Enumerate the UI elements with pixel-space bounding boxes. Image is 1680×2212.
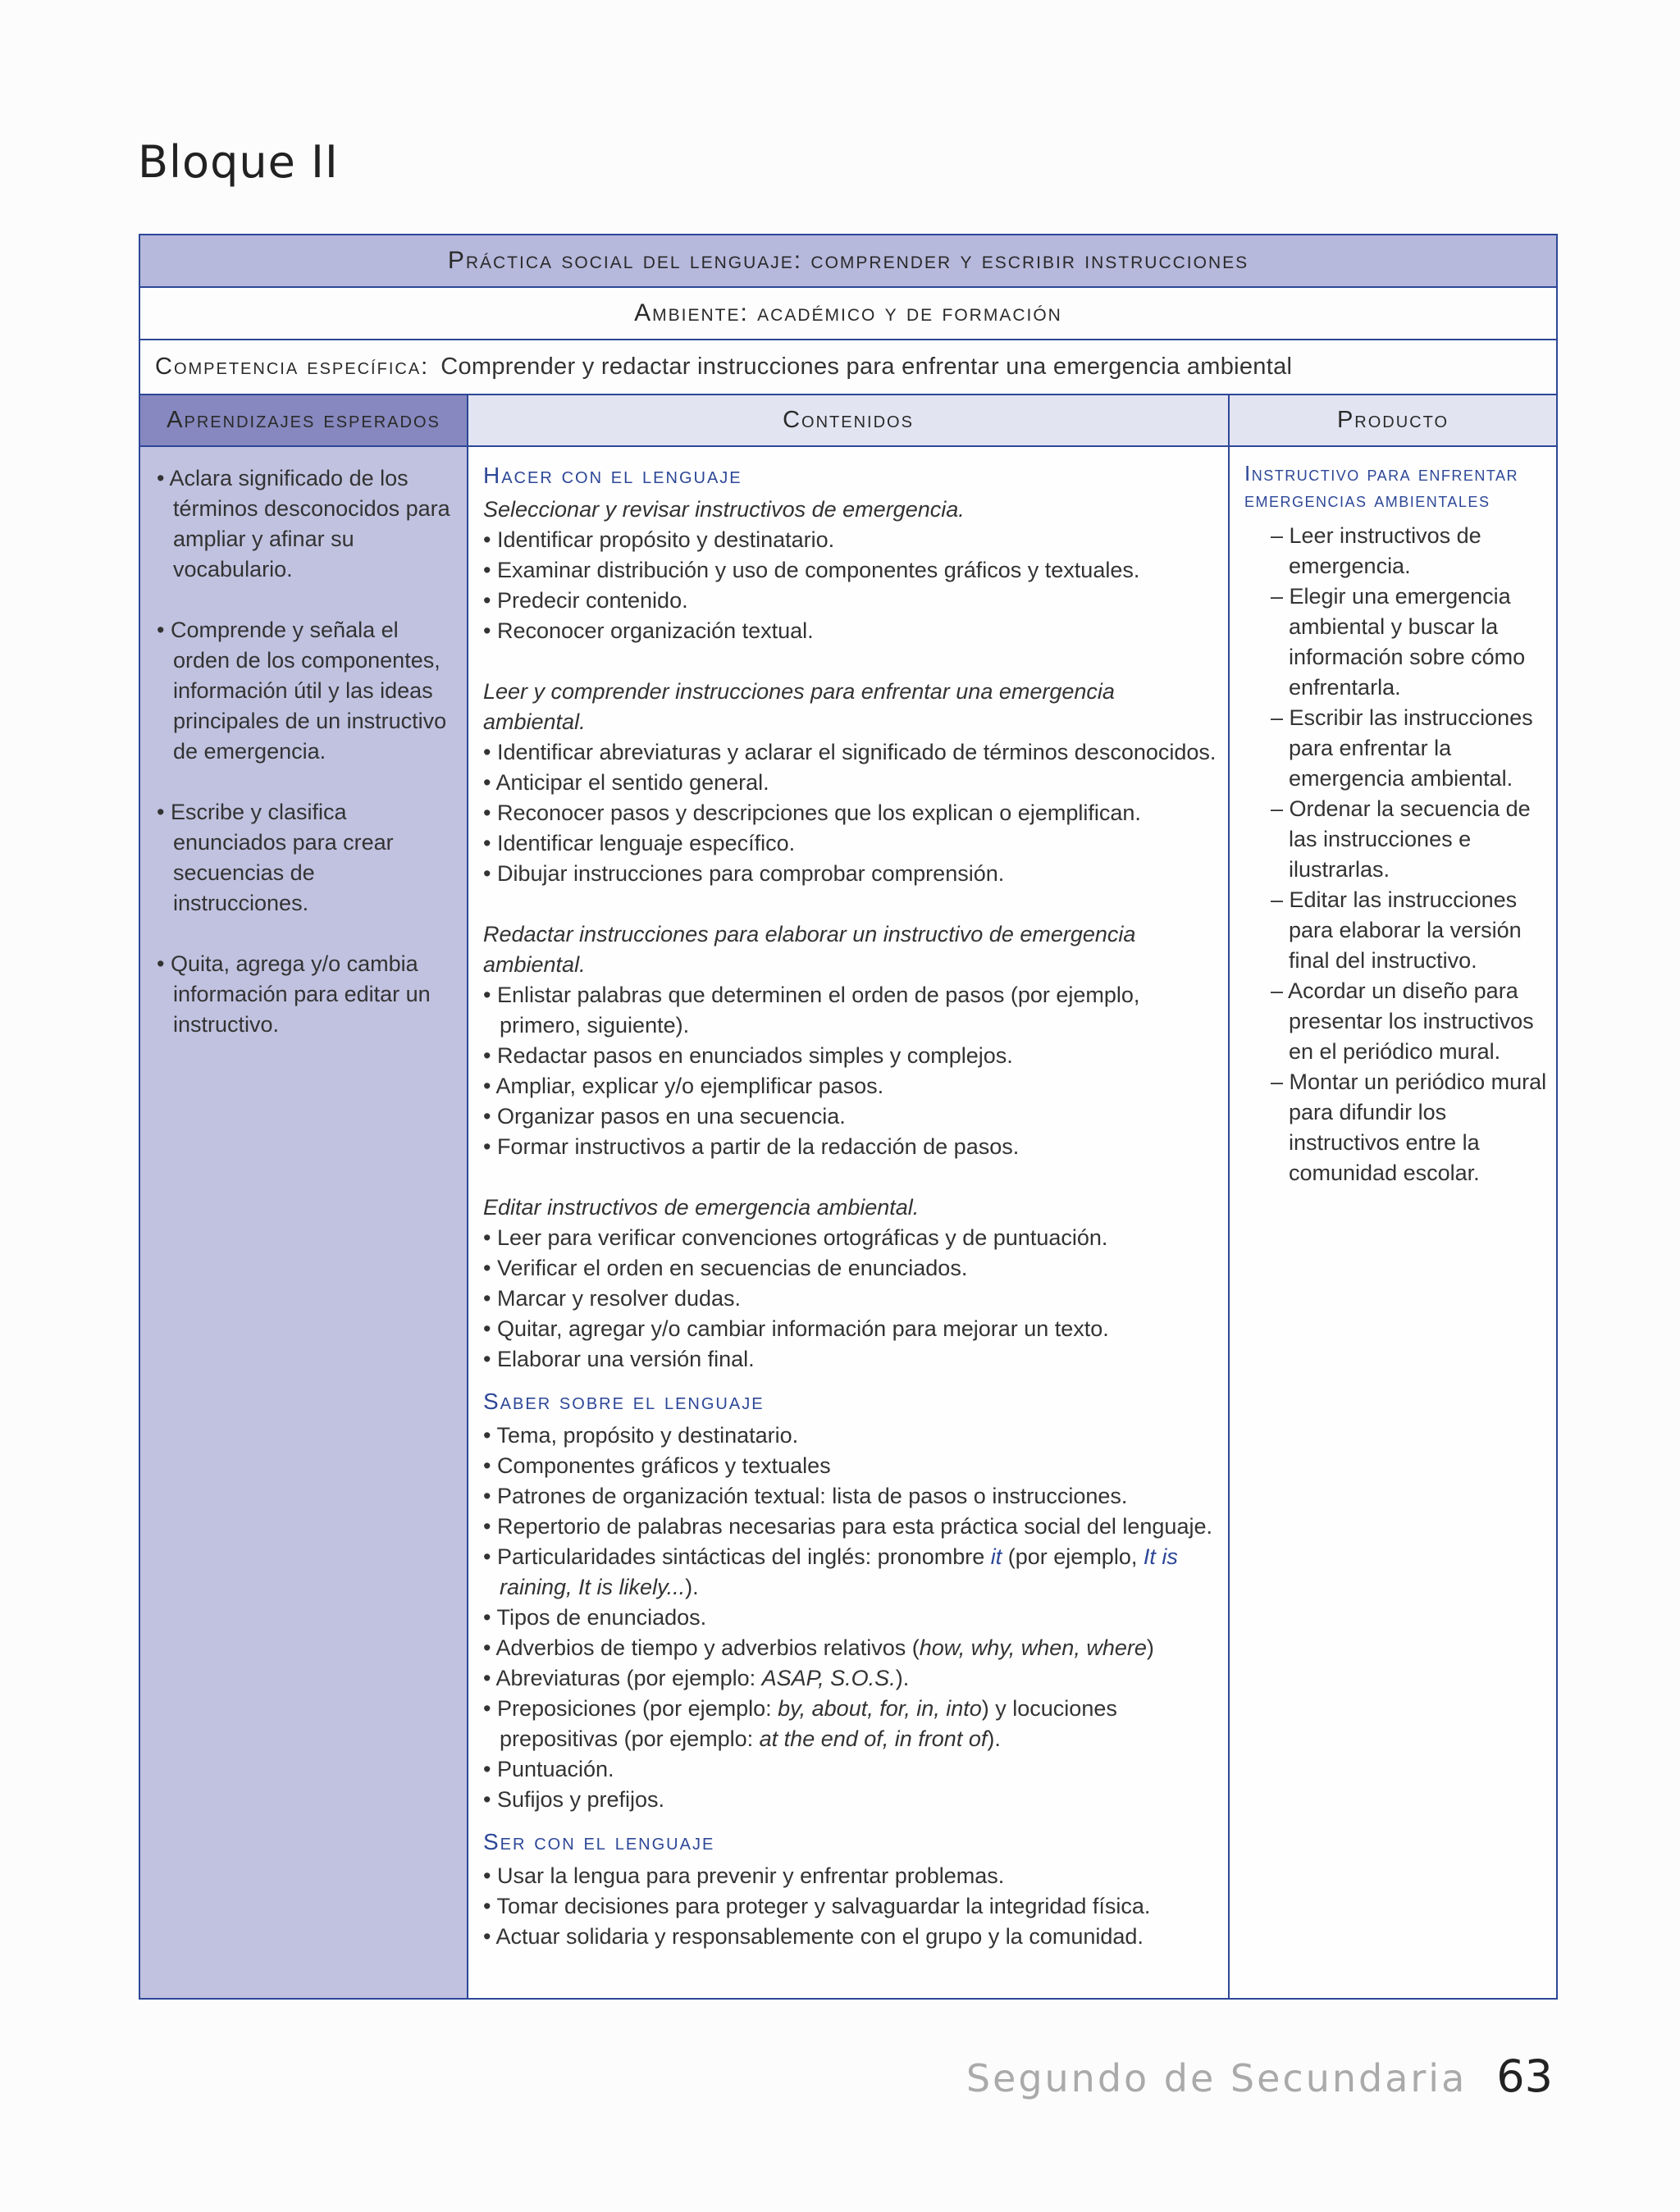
content-item: • Reconocer pasos y descripciones que los explican o ejemplifican. [483,800,1141,825]
content-item: • Redactar pasos en enunciados simples y complejos. [483,1043,1013,1068]
prep-examples: at the end of, in front of [759,1726,988,1751]
prep-examples: by, about, for, in, into [778,1696,982,1721]
content-item: • Identificar abreviaturas y aclarar el significado de términos desconocidos. [483,740,1217,764]
content-item: • Marcar y resolver dudas. [483,1286,742,1311]
pron-example: raining, It is likely... [500,1575,686,1599]
header-aprendizajes: Aprendizajes esperados [140,395,468,445]
content-item: • Ampliar, explicar y/o ejemplificar pasos. [483,1074,884,1098]
adv-text: ) [1146,1635,1154,1660]
contenidos-column [468,447,1230,1998]
producto-item: – Leer instructivos de emergencia. [1271,523,1481,578]
content-item: • Predecir contenido. [483,588,688,613]
content-item: • Usar la lengua para prevenir y enfrentar problemas. [483,1863,1005,1888]
content-item: • Quitar, agregar y/o cambiar información para mejorar un texto. [483,1316,1109,1341]
header-contenidos: Contenidos [468,395,1230,445]
content-item: • Repertorio de palabras necesarias para esta práctica social del lenguaje. [483,1514,1212,1539]
content-item: • Componentes gráficos y textuales [483,1453,831,1478]
pron-text: (por ejemplo, [1002,1544,1144,1569]
content-item: • Leer para verificar convenciones ortográficas y de puntuación. [483,1225,1108,1250]
aprendizaje-item: • Aclara significado de los términos desconocidos para ampliar y afinar su vocabulario. [157,466,450,582]
competencia-row [140,340,1556,395]
practica-heading: Práctica social del lenguaje: comprender y escribir instrucciones [447,247,1249,274]
producto-heading: Instructivo para enfrentar emergencias ambientales [1244,461,1519,512]
abr-text: ). [895,1666,910,1690]
aprendizaje-item: • Escribe y clasifica enunciados para crear secuencias de instrucciones. [157,800,394,915]
producto-item: – Montar un periódico mural para difundir los instructivos entre la comunidad escolar. [1271,1070,1547,1185]
hacer-heading: Hacer con el lenguaje [483,463,742,488]
producto-item: – Editar las instrucciones para elaborar la versión final del instructivo. [1271,887,1522,973]
hacer-subtitle: Redactar instrucciones para elaborar un instructivo de emergencia ambiental. [483,922,1136,977]
content-item: • Puntuación. [483,1757,614,1781]
block-title: Bloque II [138,136,339,188]
adv-examples: how, why, when, where [919,1635,1147,1660]
footer-label: Segundo de Secundaria [966,2056,1468,2100]
content-item: • Anticipar el sentido general. [483,770,769,795]
abr-text: • Abreviaturas (por ejemplo: [483,1666,762,1690]
content-item: • Examinar distribución y uso de componentes gráficos y textuales. [483,558,1140,582]
competencia [155,340,1292,394]
hacer-subtitle: Editar instructivos de emergencia ambiental. [483,1195,920,1220]
competencia-label: Competencia específica: [155,353,430,380]
content-item: • Identificar propósito y destinatario. [483,527,835,552]
content-item-pronombre [483,1542,1218,1603]
page-number: 63 [1496,2050,1553,2102]
producto-column [1230,447,1556,1998]
producto-item: – Elegir una emergencia ambiental y buscar la información sobre cómo enfrentarla. [1271,584,1526,700]
prep-text: ). [987,1726,1001,1751]
content-item: • Patrones de organización textual: lista de pasos o instrucciones. [483,1484,1128,1508]
content-item: • Tipos de enunciados. [483,1605,707,1630]
curriculum-table [139,234,1558,2000]
pron-text: ). [685,1575,699,1599]
content-item: • Sufijos y prefijos. [483,1787,665,1812]
content-item: • Actuar solidaria y responsablemente con el grupo y la comunidad. [483,1924,1144,1949]
page-footer [966,2050,1553,2102]
abr-examples: ASAP, S.O.S. [761,1666,896,1690]
saber-heading: Saber sobre el lenguaje [483,1389,765,1414]
prep-text: • Preposiciones (por ejemplo: [483,1696,778,1721]
content-item: • Verificar el orden en secuencias de enunciados. [483,1256,968,1280]
producto-item: – Escribir las instrucciones para enfrentar la emergencia ambiental. [1271,705,1533,791]
producto-item: – Acordar un diseño para presentar los instructivos en el periódico mural. [1271,978,1534,1064]
content-item: • Tomar decisiones para proteger y salvaguardar la integridad física. [483,1894,1151,1918]
practica-row [140,235,1556,288]
content-item: • Tema, propósito y destinatario. [483,1423,799,1448]
pron-itis: It is [1143,1544,1178,1569]
content-item: • Organizar pasos en una secuencia. [483,1104,846,1129]
content-item: • Dibujar instrucciones para comprobar comprensión. [483,861,1005,886]
adv-text: • Adverbios de tiempo y adverbios relativos ( [483,1635,920,1660]
ser-heading: Ser con el lenguaje [483,1829,715,1854]
content-item: • Elaborar una versión final. [483,1347,755,1371]
aprendizaje-item: • Comprende y señala el orden de los componentes, información útil y las ideas principales de un instructivo de emergencia. [157,618,447,764]
aprendizaje-item: • Quita, agrega y/o cambia información para editar un instructivo. [157,951,431,1037]
hacer-subtitle: Seleccionar y revisar instructivos de emergencia. [483,497,965,522]
producto-item: – Ordenar la secuencia de las instrucciones e ilustrarlas. [1271,796,1531,882]
pron-text: • Particularidades sintácticas del inglés: pronombre [483,1544,991,1569]
competencia-text: Comprender y redactar instrucciones para enfrentar una emergencia ambiental [441,353,1293,380]
ambiente-heading: Ambiente: académico y de formación [634,299,1062,326]
hacer-subtitle: Leer y comprender instrucciones para enfrentar una emergencia ambiental. [483,679,1115,734]
content-item: • Enlistar palabras que determinen el orden de pasos (por ejemplo, primero, siguiente). [483,983,1140,1038]
content-item-adverbios [483,1633,1218,1663]
ambiente-row [140,288,1556,340]
content-item-abreviaturas [483,1663,1218,1694]
pron-it: it [990,1544,1002,1569]
content-item: • Reconocer organización textual. [483,618,814,643]
content-item-preposiciones [483,1694,1218,1754]
header-producto: Producto [1230,395,1556,445]
prep-text: ) y locuciones prepositivas (por ejemplo: [500,1696,1117,1751]
content-item: • Identificar lenguaje específico. [483,831,796,855]
aprendizajes-column [140,447,468,1998]
content-item: • Formar instructivos a partir de la redacción de pasos. [483,1134,1020,1159]
column-header-row [140,395,1556,447]
